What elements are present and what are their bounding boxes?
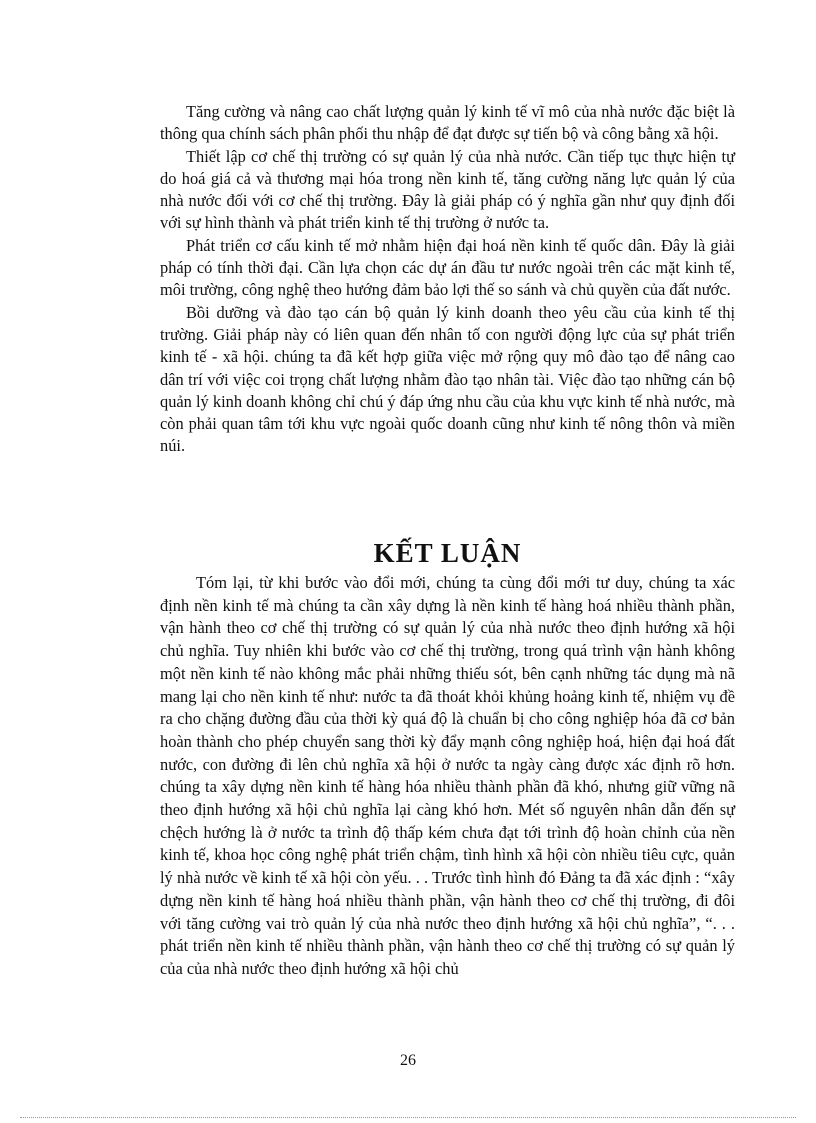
conclusion-heading: KẾT LUẬN — [373, 538, 522, 568]
paragraph-open-economy: Phát triển cơ cấu kinh tế mở nhằm hiện đại hoá nền kinh tế quốc dân. Đây là giải pháp có tính thời đại. Cần lựa chọn các dự án đầu tư nước ngoài trên các mặt kinh tế, môi trường, công nghệ theo hướng đảm bảo lợi thế so sánh và chủ quyền của đất nước. — [160, 235, 735, 300]
paragraph-conclusion: Tóm lại, từ khi bước vào đổi mới, chúng ta cùng đổi mới tư duy, chúng ta xác định nền kinh tế mà chúng ta cần xây dựng là nền kinh tế hàng hoá nhiều thành phần, vận hành theo cơ chế thị trường có sự quản lý của nhà nước theo định hướng xã hội chủ nghĩa. Tuy nhiên khi bước vào cơ chế thị trường, trong quá trình vận hành không một nền kinh tế nào không mắc phải những thiếu sót, bên cạnh những tác dụng mà nã mang lại cho nền kinh tế như: nước ta đã thoát khỏi khủng hoảng kinh tế, nhiệm vụ đề ra cho chặng đường đầu của thời kỳ quá độ là chuẩn bị cho công nghiệp hóa đã cơ bản hoàn thành cho phép chuyển sang thời kỳ đẩy mạnh công nghiệp hoá, hiện đại hoá đất nước, con đường đi lên chủ nghĩa xã hội ở nước ta ngày càng được xác định rõ hơn. chúng ta xây dựng nền kinh tế hàng hóa nhiều thành phần đã khó, nhưng giữ vững nã theo định hướng xã hội chủ nghĩa lại càng khó hơn. Mét số nguyên nhân dẫn đến sự chệch hướng là ở nước ta trình độ thấp kém chưa đạt tới trình độ hoàn chỉnh của nền kinh tế, khoa học công nghệ phát triển chậm, tình hình xã hội còn nhiều tiêu cực, quản lý nhà nước về kinh tế xã hội còn yếu. . . Trước tình hình đó Đảng ta đã xác định : “xây dựng nền kinh tế hàng hoá nhiều thành phần, vận hành theo cơ chế thị trường, đi đôi với tăng cường vai trò quản lý của nhà nước theo định hướng xã hội chủ nghĩa”, “. . . phát triển nền kinh tế nhiều thành phần, vận hành theo cơ chế thị trường có sự quản lý của của nhà nước theo định hướng xã hội chủ — [160, 573, 735, 978]
paragraph-training-managers: Bồi dưỡng và đào tạo cán bộ quản lý kinh doanh theo yêu cầu của kinh tế thị trường. Giải pháp này có liên quan đến nhân tố con người động lực của sự phát triển kinh tế - xã hội. chúng ta đã kết hợp giữa việc mở rộng quy mô đào tạo để nâng cao dân trí với việc coi trọng chất lượng nhằm đào tạo nhân tài. Việc đào tạo những cán bộ quản lý kinh doanh không chỉ chú ý đáp ứng nhu cầu của khu vực kinh tế nhà nước, mà còn phải quan tâm tới khu vực ngoài quốc doanh cũng như kinh tế nông thôn và miền núi. — [160, 302, 735, 456]
page-bottom-divider — [20, 1117, 796, 1118]
paragraph-economic-management: Tăng cường và nâng cao chất lượng quản lý kinh tế vĩ mô của nhà nước đặc biệt là thông qua chính sách phân phối thu nhập để đạt được sự tiến bộ và công bằng xã hội. — [160, 102, 735, 144]
paragraph-market-mechanism: Thiết lập cơ chế thị trường có sự quản lý của nhà nước. Cần tiếp tục thực hiện tự do hoá giá cả và thương mại hóa trong nền kinh tế, tăng cường năng lực quản lý của nhà nước đối với cơ chế thị trường. Đây là giải pháp có ý nghĩa gần như quy định đối với sự hình thành và phát triển kinh tế thị trường ở nước ta. — [160, 146, 735, 233]
body-text — [160, 101, 735, 458]
page-number: 26 — [400, 1052, 416, 1069]
conclusion-text — [160, 572, 735, 981]
